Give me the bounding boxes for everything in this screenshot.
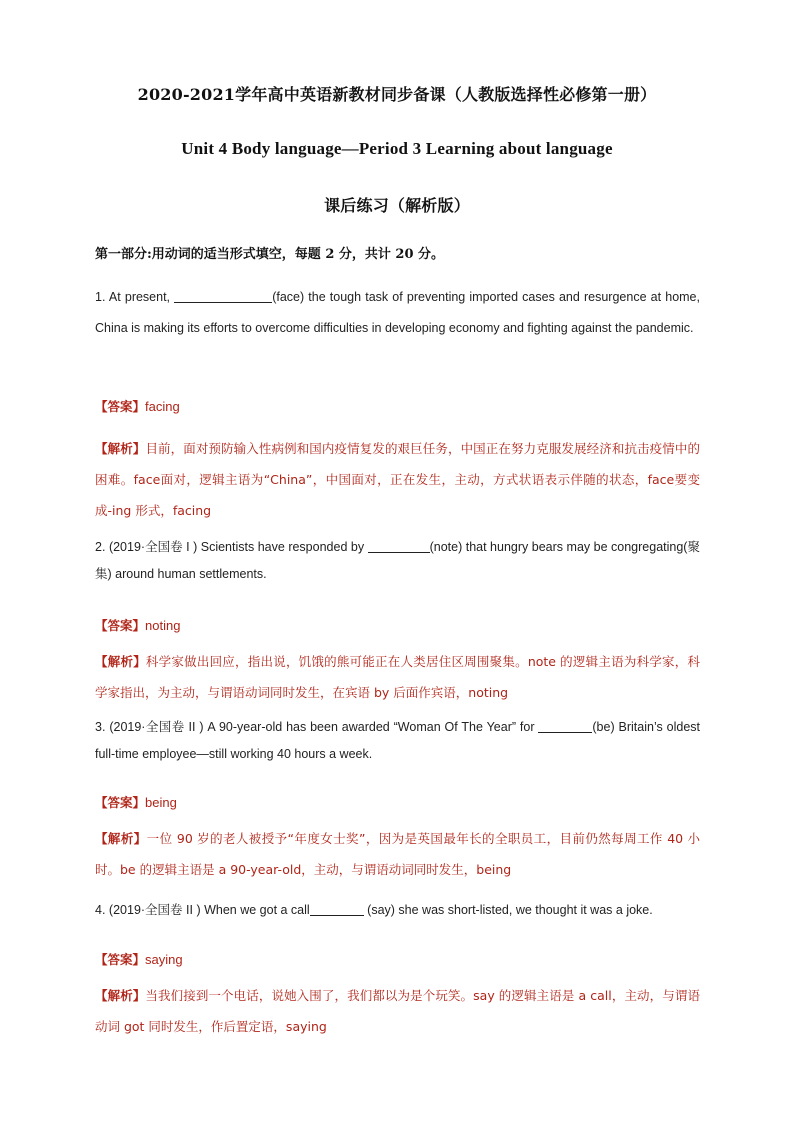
- answer-2: [95, 616, 180, 634]
- answer-3: [95, 793, 177, 811]
- answer-blank: [310, 901, 364, 916]
- question-1: [95, 282, 700, 344]
- section-heading: 第一部分:用动词的适当形式填空，每题 2 分，共计 20 分。: [95, 247, 445, 262]
- question-number: 2.: [95, 540, 106, 554]
- analysis-text: 当我们接到一个电话，说她入围了，我们都以为是个玩笑。say 的逻辑主语是 a call，主动，与谓语动词 got 同时发生，作后置定语，saying: [95, 988, 700, 1034]
- answer-blank: [174, 288, 272, 303]
- question-text-after: (note) that hungry bears may be congregating(聚集) around human settlements.: [95, 540, 700, 581]
- answer-1: [95, 397, 180, 415]
- analysis-label: 【解析】: [95, 654, 146, 669]
- answer-label: 【答案】: [95, 952, 146, 967]
- question-text-before: (2019·全国卷 II ) A 90-year-old has been awarded “Woman Of The Year” for: [109, 720, 539, 734]
- question-text-before: (2019·全国卷 II ) When we got a call: [108, 903, 310, 917]
- question-text-before: (2019·全国卷 I ) Scientists have responded by: [108, 540, 368, 554]
- answer-label: 【答案】: [95, 399, 146, 414]
- question-number: 3.: [95, 720, 106, 734]
- question-text-before: At present,: [108, 290, 175, 304]
- answer-blank: [368, 538, 430, 553]
- unit-title: Unit 4 Body language—Period 3 Learning about language: [181, 139, 613, 158]
- answer-value: saying: [145, 952, 183, 967]
- question-4: [95, 897, 700, 924]
- answer-4: [95, 950, 183, 968]
- question-2: [95, 534, 700, 588]
- analysis-4: [95, 980, 700, 1042]
- answer-value: noting: [145, 618, 181, 633]
- analysis-1: [95, 433, 700, 526]
- question-number: 1.: [95, 290, 106, 304]
- analysis-text: 目前，面对预防输入性病例和国内疫情复发的艰巨任务，中国正在努力克服发展经济和抗击疫情中的困难。face面对，逻辑主语为“China”，中国面对，正在发生，主动，方式状语表示伴随的状态，face要变成-ing 形式，facing: [95, 441, 700, 518]
- answer-label: 【答案】: [95, 618, 146, 633]
- analysis-label: 【解析】: [95, 831, 147, 846]
- question-text-after: (be) Britain’s oldest full-time employee—still working 40 hours a week.: [95, 720, 700, 761]
- question-3: [95, 714, 700, 768]
- analysis-label: 【解析】: [95, 988, 146, 1003]
- analysis-3: [95, 823, 700, 885]
- answer-value: facing: [145, 399, 180, 414]
- answer-blank: [538, 718, 592, 733]
- analysis-text: 一位 90 岁的老人被授予“年度女士奖”，因为是英国最年长的全职员工，目前仍然每周工作 40 小时。be 的逻辑主语是 a 90-year-old，主动，与谓语动词同时发生，being: [95, 831, 700, 877]
- question-number: 4.: [95, 903, 106, 917]
- answer-value: being: [145, 795, 177, 810]
- exercise-title: 课后练习（解析版）: [324, 196, 470, 215]
- answer-label: 【答案】: [95, 795, 146, 810]
- analysis-label: 【解析】: [95, 441, 146, 456]
- analysis-2: [95, 646, 700, 708]
- analysis-text: 科学家做出回应，指出说，饥饿的熊可能正在人类居住区周围聚集。note 的逻辑主语为科学家，科学家指出，为主动，与谓语动词同时发生，在宾语 by 后面作宾语，noting: [95, 654, 700, 700]
- question-text-after: (say) she was short-listed, we thought it was a joke.: [363, 903, 653, 917]
- document-title: 2020-2021学年高中英语新教材同步备课（人教版选择性必修第一册）: [137, 85, 657, 104]
- question-text-after: (face) the tough task of preventing imported cases and resurgence at home, China is making its efforts to overcome difficulties in developing economy and fighting against the pandemic.: [95, 290, 700, 335]
